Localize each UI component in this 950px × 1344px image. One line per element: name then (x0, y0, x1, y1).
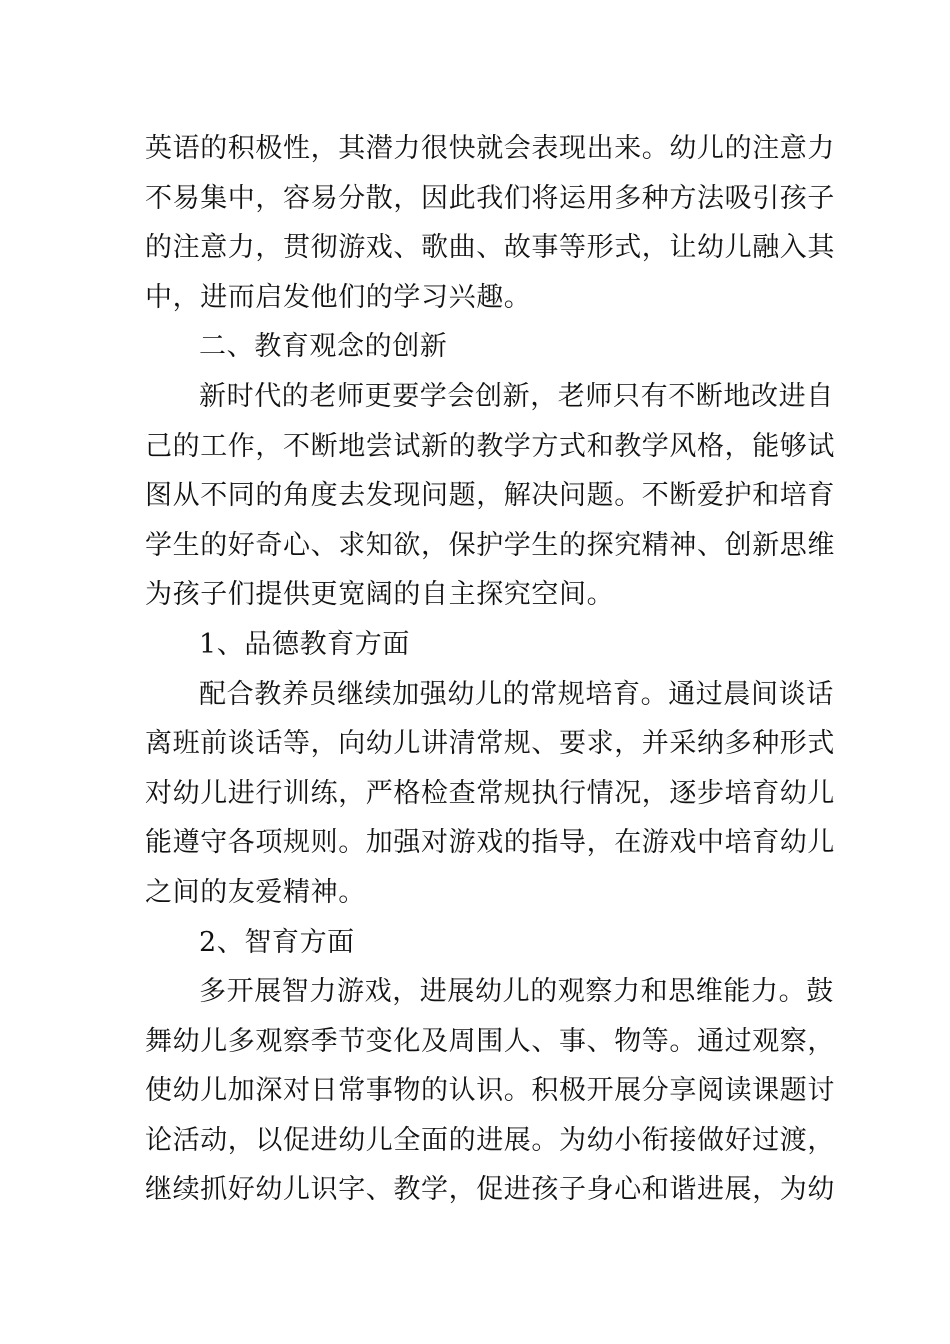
text-line: 论活动，以促进幼儿全面的进展。为幼小衔接做好过渡， (145, 1124, 835, 1156)
text-line: 二、教育观念的创新 (199, 331, 448, 363)
text-line: 己的工作，不断地尝试新的教学方式和教学风格，能够试 (145, 430, 835, 462)
text-line: 的注意力，贯彻游戏、歌曲、故事等形式，让幼儿融入其 (145, 232, 835, 264)
text-line: 多开展智力游戏，进展幼儿的观察力和思维能力。鼓 (199, 976, 834, 1008)
text-line: 配合教养员继续加强幼儿的常规培育。通过晨间谈话 (199, 678, 834, 710)
text-line: 2、智育方面 (199, 926, 355, 958)
document-body (145, 124, 835, 1215)
text-line: 为孩子们提供更宽阔的自主探究空间。 (145, 579, 615, 611)
text-line: 不易集中，容易分散，因此我们将运用多种方法吸引孩子 (145, 182, 835, 214)
text-line: 图从不同的角度去发现问题，解决问题。不断爱护和培育 (145, 480, 835, 512)
text-line: 舞幼儿多观察季节变化及周围人、事、物等。通过观察， (145, 1025, 835, 1057)
text-line: 能遵守各项规则。加强对游戏的指导，在游戏中培育幼儿 (145, 827, 835, 859)
text-line: 离班前谈话等，向幼儿讲清常规、要求，并采纳多种形式 (145, 728, 835, 760)
text-line: 继续抓好幼儿识字、教学，促进孩子身心和谐进展，为幼 (145, 1174, 835, 1206)
text-line: 对幼儿进行训练，严格检查常规执行情况，逐步培育幼儿 (145, 777, 835, 809)
text-line: 中，进而启发他们的学习兴趣。 (145, 281, 532, 313)
text-line: 新时代的老师更要学会创新，老师只有不断地改进自 (199, 380, 834, 412)
text-line: 之间的友爱精神。 (145, 876, 366, 908)
text-line: 学生的好奇心、求知欲，保护学生的探究精神、创新思维 (145, 529, 835, 561)
text-line: 使幼儿加深对日常事物的认识。积极开展分享阅读课题讨 (145, 1075, 835, 1107)
text-line: 1、品德教育方面 (199, 628, 410, 660)
text-line: 英语的积极性，其潜力很快就会表现出来。幼儿的注意力 (145, 133, 835, 164)
